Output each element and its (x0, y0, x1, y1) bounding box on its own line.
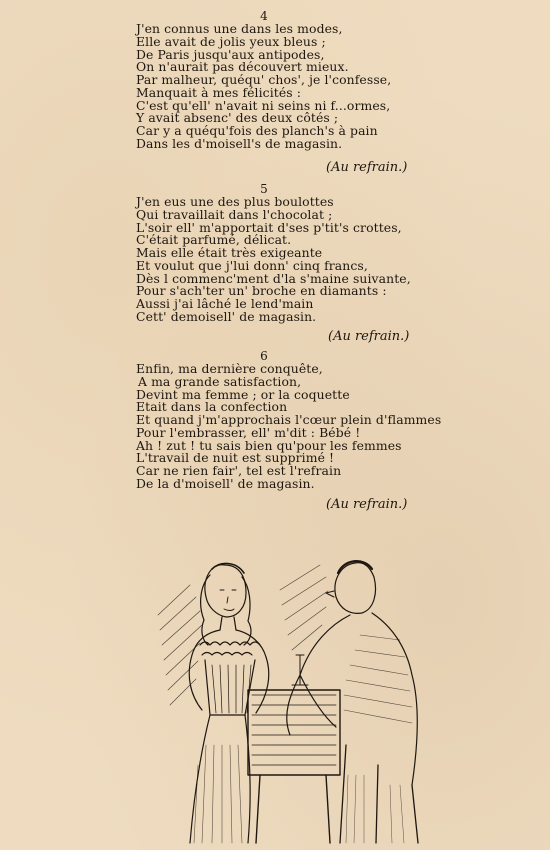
verse-line: Enfin, ma dernière conquête, (136, 361, 323, 376)
verse-line: Y avait absenc' des deux côtés ; (136, 110, 339, 126)
stanza-number: 4 (260, 9, 268, 23)
verse-line: Car ne rien fair', tel est l'refrain (136, 463, 342, 478)
refrain-marker: (Au refrain.) (326, 497, 408, 512)
verse-line: Pour l'embrasser, ell' m'dit : Bébé ! (136, 424, 361, 440)
verse-line: Etait dans la confection (136, 399, 288, 415)
verse-line: Elle avait de jolis yeux bleus ; (136, 33, 326, 49)
stanza-5 (136, 196, 436, 324)
refrain-marker: (Au refrain.) (326, 160, 408, 175)
verse-line: Devint ma femme ; or la coquette (136, 386, 350, 402)
verse-line: Pour s'ach'ter un' broche en diamants : (136, 283, 387, 299)
verse-line: L'travail de nuit est supprimé ! (136, 450, 335, 466)
verse-line: Qui travaillait dans l'chocolat ; (136, 206, 333, 222)
verse-line: Car y a quéqu'fois des planch's à pain (136, 123, 378, 138)
stanza-number: 6 (260, 349, 268, 363)
verse-line: L'soir ell' m'apportait d'ses p'tit's crottes, (136, 219, 402, 235)
stanza-6 (136, 361, 442, 491)
verse-line: De la d'moisell' de magasin. (136, 475, 315, 491)
stanza-number: 5 (260, 182, 268, 196)
refrain-marker: (Au refrain.) (328, 329, 410, 344)
verse-line: Par malheur, quéqu' chos', je l'confesse, (136, 72, 392, 87)
verse-line: C'était parfumé, délicat. (136, 232, 292, 248)
verse-line: Manquait à mes félicités : (136, 84, 302, 100)
verse-line: Dans les d'moisell's de magasin. (136, 135, 343, 151)
verse-line: Et voulut que j'lui donn' cinq francs, (136, 257, 368, 273)
illustration-couple-at-counter (150, 545, 440, 845)
verse-line: A ma grande satisfaction, (138, 373, 302, 389)
stanza-4 (136, 23, 436, 151)
verse-line: J'en eus une des plus boulottes (136, 194, 334, 209)
verse-line: Cett' demoisell' de magasin. (136, 308, 317, 324)
verse-line: J'en connus une dans les modes, (136, 21, 343, 36)
verse-line: Aussi j'ai lâché le lend'main (136, 296, 314, 311)
verse-line: Mais elle était très exigeante (136, 245, 323, 260)
verse-line: Et quand j'm'approchais l'cœur plein d'flammes (136, 412, 442, 427)
verse-line: De Paris jusqu'aux antipodes, (136, 46, 325, 62)
verse-line: C'est qu'ell' n'avait ni seins ni f...ormes, (136, 97, 391, 113)
verse-line: Ah ! zut ! tu sais bien qu'pour les femmes (136, 437, 402, 453)
verse-line: On n'aurait pas découvert mieux. (136, 59, 349, 75)
verse-line: Dès l commenc'ment d'la s'maine suivante, (136, 270, 411, 286)
